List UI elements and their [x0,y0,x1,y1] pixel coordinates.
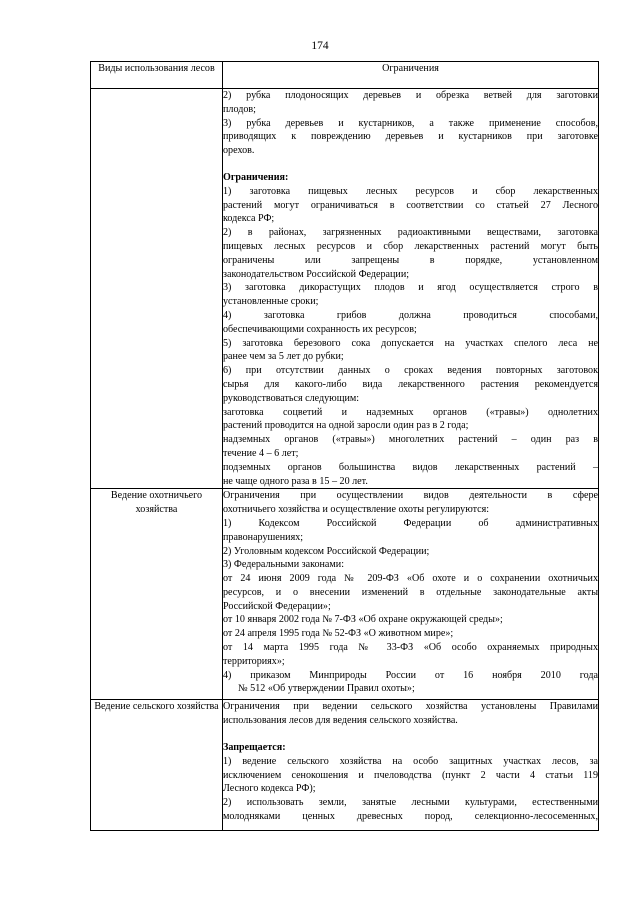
text-line: обеспечивающими сохранность их ресурсов; [223,323,417,335]
restrictions-table [90,61,599,831]
row-content [223,700,599,831]
text-line: законодательством Российской Федерации; [223,268,410,280]
text-line: 1) заготовка пищевых лесных ресурсов и сбор лекарственных [223,185,598,197]
text-line: 6) при отсутствии данных о сроках ведения повторных заготовок [223,365,598,377]
text-line: 2) Уголовным кодексом Российской Федерации; [223,545,430,557]
text-line: ранее чем за 5 лет до рубки; [223,351,344,363]
text-line: ограничены или запрещены в порядке, установленном [223,254,598,266]
text-line: территориях»; [223,655,285,667]
text-line: 2) рубка плодоносящих деревьев и обрезка ветвей для заготовки [223,90,598,101]
table-header-row [91,62,599,89]
table-row [91,700,599,831]
text-line: от 14 марта 1995 года № 33-ФЗ «Об особо охраняемых природных [223,642,598,654]
text-line: Ограничения при осуществлении видов деятельности в сфере [223,490,598,502]
header-restrictions: Ограничения [223,62,599,89]
text-line: подземных органов большинства видов лекарственных растений – [223,461,598,473]
text-line: исключением сенокошения и пчеловодства (пункт 2 части 4 статьи 119 [223,769,598,781]
subheading-restrictions: Ограничения: [223,171,289,183]
text-line: 4) заготовка грибов должна проводиться способами, [223,309,598,321]
text-line: 2) использовать земли, занятые лесными культурами, естественными [223,797,598,809]
text-line: 1) ведение сельского хозяйства на особо защитных участках лесов, за [223,755,598,767]
text-line: 3) Федеральными законами: [223,559,345,571]
text-line: приводящих к повреждению деревьев и кустарников при заготовке [223,131,598,143]
text-line: заготовка соцветий и надземных органов («травы») однолетних [223,406,598,418]
text-line: правонарушениях; [223,531,304,543]
header-forest-use-types: Виды использования лесов [91,62,223,89]
row-content [223,489,599,700]
page-number: 174 [311,40,329,52]
subheading-prohibited: Запрещается: [223,741,286,753]
row-label [91,89,223,489]
text-line: Российской Федерации»; [223,600,331,612]
text-line: охотничьего хозяйства и осуществление охоты регулируются: [223,504,490,516]
text-line: ресурсов, и о внесении изменений в отдельные законодательные акты [223,586,598,598]
text-line: надземных органов («травы») многолетних растений – один раз в [223,434,598,446]
text-line: плодов; [223,103,256,115]
text-line: сырья для какого-либо вида лекарственного растения рекомендуется [223,378,598,390]
text-line: использования лесов для ведения сельского хозяйства. [223,715,458,727]
row-label-hunting: Ведение охотничьего хозяйства [91,489,223,700]
text-line: орехов. [223,145,255,157]
row-label-agriculture: Ведение сельского хозяйства [91,700,223,831]
text-line: пищевых лесных ресурсов и сбор лекарственных растений могут быть [223,240,598,252]
text-line: 2) в районах, загрязненных радиоактивными веществами, заготовка [223,227,598,239]
text-line: 4) приказом Минприроды России от 16 ноября 2010 года [223,669,598,681]
row-content [223,89,599,489]
text-line: установленные сроки; [223,296,319,308]
table-row [91,89,599,489]
text-line: от 24 апреля 1995 года № 52-ФЗ «О животном мире»; [223,628,454,640]
text-line: № 512 «Об утверждении Правил охоты»; [238,683,415,695]
text-line: не чаще одного раза в 15 – 20 лет. [223,475,368,487]
text-line: 3) заготовка дикорастущих плодов и ягод осуществляется строго в [223,282,598,294]
text-line: от 10 января 2002 года № 7-ФЗ «Об охране окружающей среды»; [223,614,503,626]
text-line: 5) заготовка березового сока допускается на участках спелого леса не [223,337,598,349]
text-line: течение 4 – 6 лет; [223,447,299,459]
text-line: растений проводится на одной заросли один раз в 2 года; [223,420,469,432]
text-line: 1) Кодексом Российской Федерации об административных [223,517,598,529]
text-line: кодекса РФ; [223,213,275,225]
text-line: Лесного кодекса РФ); [223,783,316,795]
text-line: от 24 июня 2009 года № 209-ФЗ «Об охоте и о сохранении охотничьих [223,573,598,585]
text-line: Ограничения при ведении сельского хозяйства установлены Правилами [223,701,598,713]
table-row [91,489,599,700]
text-line: 3) рубка деревьев и кустарников, а также применение способов, [223,117,598,129]
text-line: руководствоваться следующим: [223,392,360,404]
text-line: молодняками ценных древесных пород, селекционно-лесосеменных, [223,810,598,822]
text-line: растений могут ограничиваться в соответствии со статьей 27 Лесного [223,199,598,211]
